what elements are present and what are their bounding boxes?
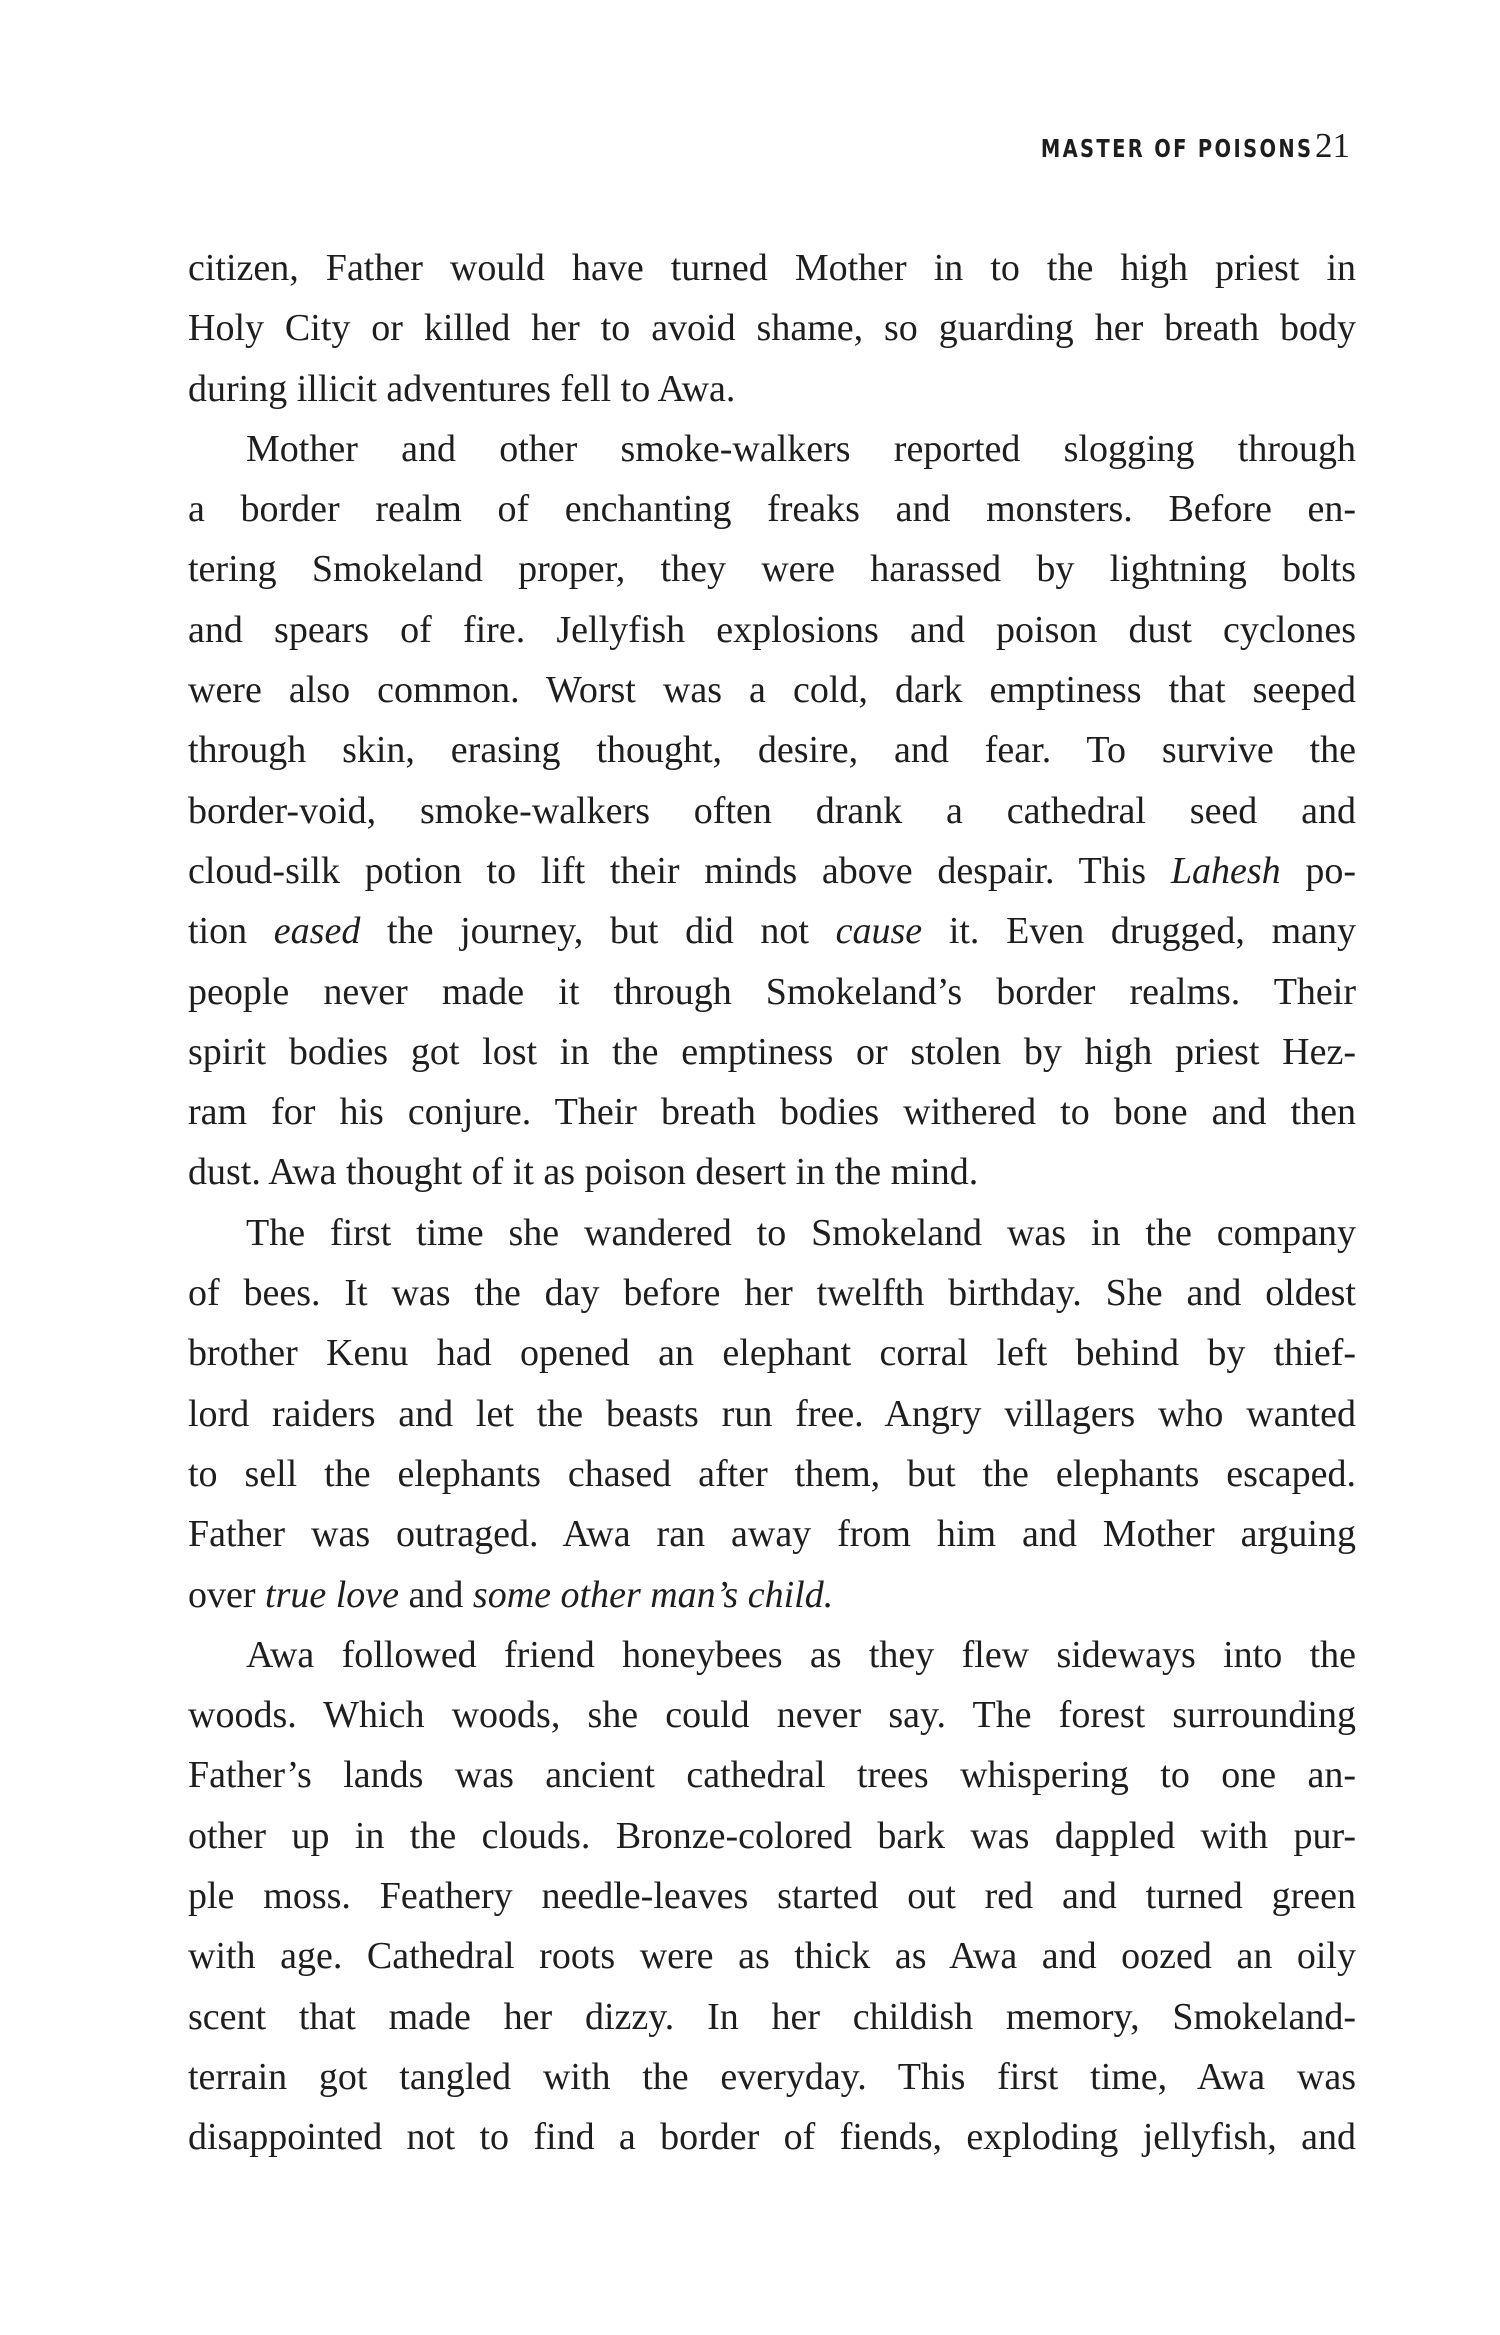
text-run: cloud-silk potion to lift their minds above despair. This xyxy=(188,849,1171,892)
text-line: to sell the elephants chased after them, but the elephants escaped. xyxy=(188,1452,1356,1495)
text-line: citizen, Father would have turned Mother in to the high priest in xyxy=(188,247,1356,289)
italic-eased: eased xyxy=(273,910,361,953)
text-line: through skin, erasing thought, desire, and fear. To survive the xyxy=(188,729,1356,772)
text-line: tering Smokeland proper, they were harassed by lightning bolts xyxy=(188,548,1356,591)
text-line: with age. Cathedral roots were as thick as Awa and oozed an oily xyxy=(188,1935,1356,1978)
paragraph-1 xyxy=(188,238,1356,419)
paragraph-4 xyxy=(188,1625,1356,2168)
text-line: Mother and other smoke-walkers reported slogging through xyxy=(246,427,1356,470)
text-line: and spears of fire. Jellyfish explosions and poison dust cyclones xyxy=(188,608,1356,651)
running-head xyxy=(964,126,1350,170)
text-line: other up in the clouds. Bronze-colored bark was dappled with pur- xyxy=(188,1814,1356,1857)
text-line: during illicit adventures fell to Awa. xyxy=(188,367,736,410)
text-line: terrain got tangled with the everyday. This first time, Awa was xyxy=(188,2055,1356,2098)
text-line: lord raiders and let the beasts run free. Angry villagers who wanted xyxy=(188,1392,1356,1435)
text-line: were also common. Worst was a cold, dark emptiness that seeped xyxy=(188,669,1356,712)
text-run: the journey, but did not xyxy=(360,910,836,953)
text-line: border-void, smoke-walkers often drank a cathedral seed and xyxy=(188,789,1356,832)
text-line: of bees. It was the day before her twelfth birthday. She and oldest xyxy=(188,1272,1356,1315)
text-run: over xyxy=(188,1573,266,1616)
text-line: Awa followed friend honeybees as they flew sideways into the xyxy=(246,1633,1356,1676)
italic-term-lahesh: Lahesh xyxy=(1170,849,1281,892)
text-line: Holy City or killed her to avoid shame, so guarding her breath body xyxy=(188,307,1356,350)
text-line: ram for his conjure. Their breath bodies withered to bone and then xyxy=(188,1091,1356,1134)
text-line: Father was outraged. Awa ran away from him and Mother arguing xyxy=(188,1513,1356,1556)
text-line xyxy=(188,901,1356,961)
body-text xyxy=(188,238,1356,2168)
text-run: it. Even drugged, many xyxy=(922,910,1356,953)
italic-some-other-mans-child: some other man’s child. xyxy=(472,1573,834,1616)
text-line: ple moss. Feathery needle-leaves started out red and turned green xyxy=(188,1875,1356,1918)
text-run: and xyxy=(399,1573,473,1616)
text-line: Father’s lands was ancient cathedral trees whispering to one an- xyxy=(188,1754,1356,1797)
italic-cause: cause xyxy=(835,910,923,953)
running-title: MASTER OF POISONS xyxy=(1040,134,1313,163)
text-line xyxy=(188,1565,1356,1625)
text-line: a border realm of enchanting freaks and monsters. Before en- xyxy=(188,488,1356,531)
page-number: 21 xyxy=(1315,126,1350,165)
text-line: brother Kenu had opened an elephant corral left behind by thief- xyxy=(188,1332,1356,1375)
text-line xyxy=(188,841,1356,901)
text-line: spirit bodies got lost in the emptiness or stolen by high priest Hez- xyxy=(188,1030,1356,1073)
paragraph-2 xyxy=(188,419,1356,1203)
text-run: tion xyxy=(188,910,274,953)
text-run: po- xyxy=(1280,849,1357,892)
text-line: woods. Which woods, she could never say. The forest surrounding xyxy=(188,1694,1356,1737)
text-line: people never made it through Smokeland’s border realms. Their xyxy=(188,970,1356,1013)
italic-true-love: true love xyxy=(265,1573,400,1616)
text-line: dust. Awa thought of it as poison desert in the mind. xyxy=(188,1151,979,1194)
text-line: The first time she wandered to Smokeland was in the company xyxy=(246,1211,1356,1254)
text-line: scent that made her dizzy. In her childish memory, Smokeland- xyxy=(188,1995,1356,2038)
text-line: disappointed not to find a border of fiends, exploding jellyfish, and xyxy=(188,2116,1356,2159)
paragraph-3 xyxy=(188,1203,1356,1625)
